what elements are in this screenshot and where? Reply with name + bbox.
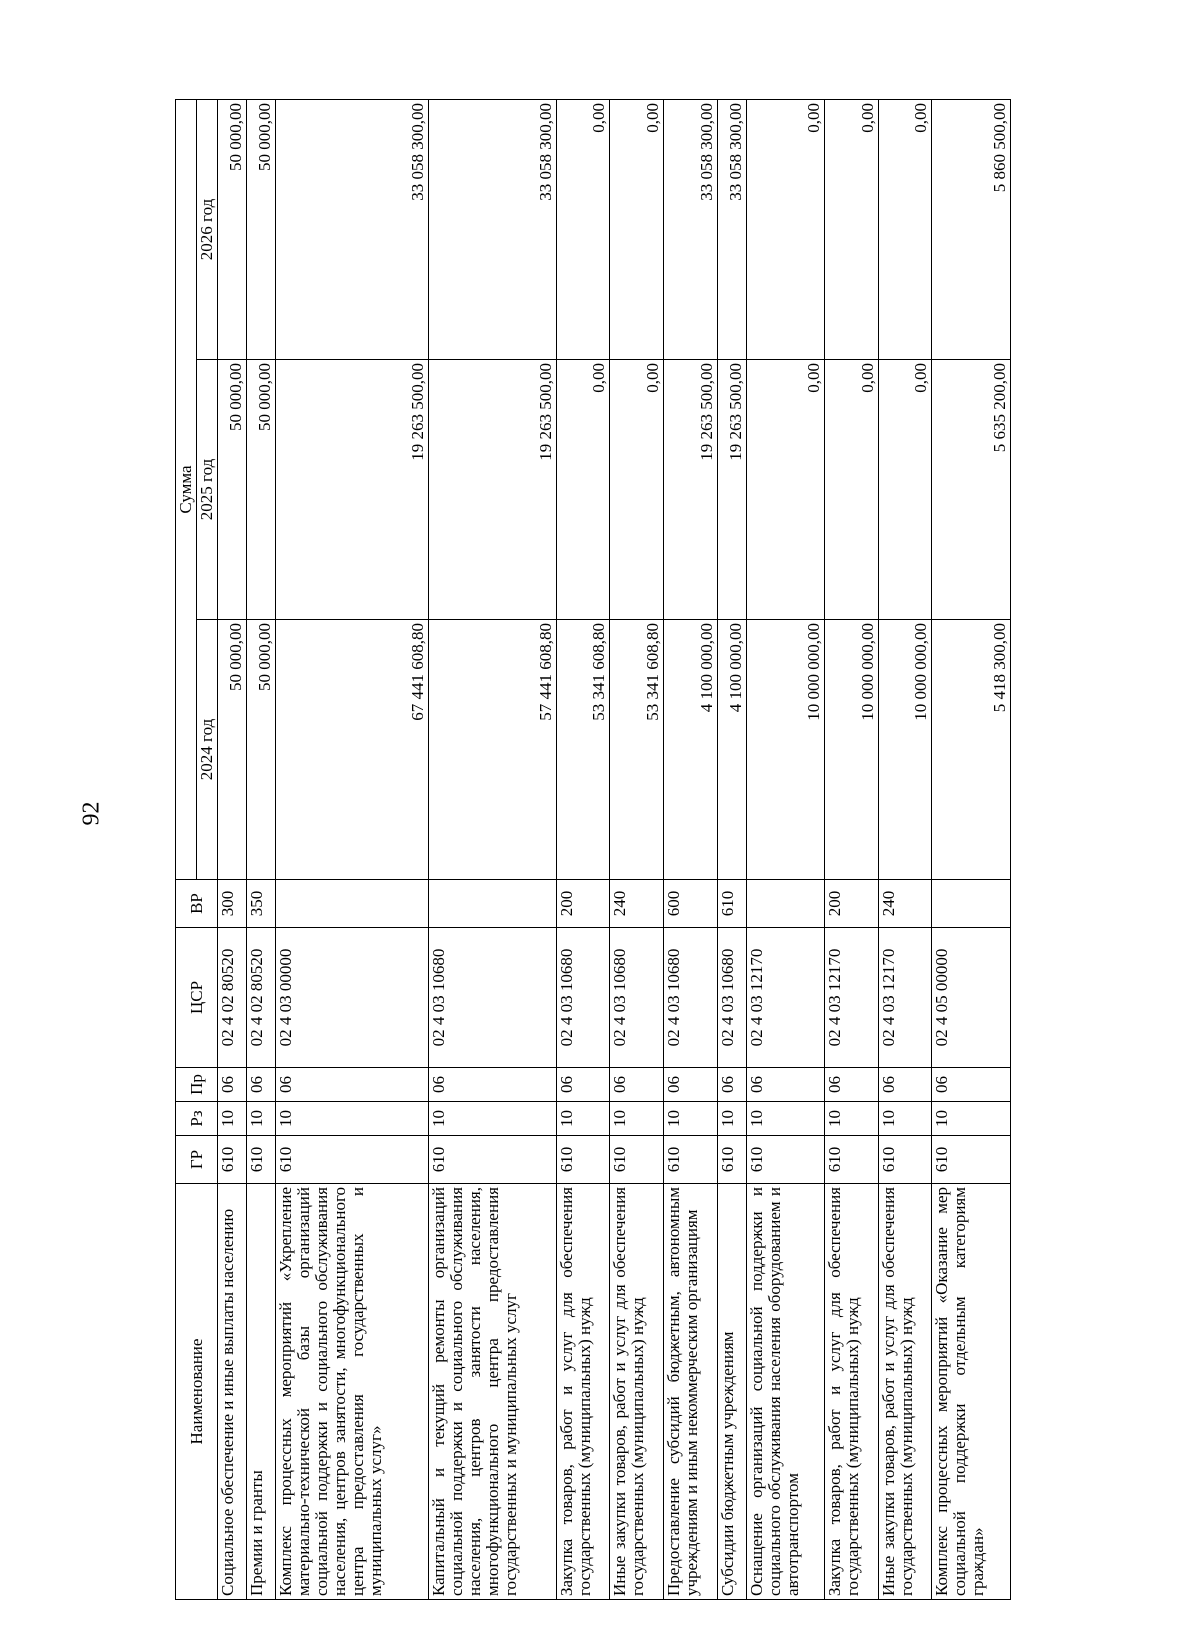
cell-2024: 5 418 300,00 [932, 620, 1011, 880]
header-vr: ВР [176, 880, 218, 928]
cell-2024: 53 341 608,80 [556, 620, 610, 880]
cell-csr: 02 4 03 10680 [610, 928, 664, 1068]
cell-2026: 33 058 300,00 [717, 99, 746, 359]
cell-name: Субсидии бюджетным учреждениям [717, 1184, 746, 1600]
cell-gr: 610 [878, 1136, 932, 1184]
cell-vr: 200 [825, 880, 879, 928]
cell-2025: 5 635 200,00 [932, 360, 1011, 620]
cell-csr: 02 4 05 00000 [932, 928, 1011, 1068]
table-row [932, 99, 1011, 1599]
cell-2026: 33 058 300,00 [428, 99, 556, 359]
cell-name: Социальное обеспечение и иные выплаты населению [218, 1184, 247, 1600]
header-rz: Рз [176, 1102, 218, 1136]
cell-2025: 0,00 [825, 360, 879, 620]
table-row [218, 99, 247, 1599]
cell-2025: 19 263 500,00 [428, 360, 556, 620]
cell-csr: 02 4 02 80520 [246, 928, 275, 1068]
cell-name: Премии и гранты [246, 1184, 275, 1600]
header-sum: Сумма [176, 99, 197, 879]
cell-2024: 53 341 608,80 [610, 620, 664, 880]
cell-2026: 0,00 [825, 99, 879, 359]
cell-gr: 610 [932, 1136, 1011, 1184]
header-2026: 2026 год [197, 99, 218, 359]
cell-csr: 02 4 03 10680 [428, 928, 556, 1068]
cell-gr: 610 [664, 1136, 718, 1184]
header-2024: 2024 год [197, 620, 218, 880]
cell-pr: 06 [275, 1068, 428, 1102]
cell-2025: 0,00 [878, 360, 932, 620]
cell-pr: 06 [246, 1068, 275, 1102]
cell-rz: 10 [878, 1102, 932, 1136]
table-body [218, 99, 1011, 1599]
cell-2026: 5 860 500,00 [932, 99, 1011, 359]
header-pr: Пр [176, 1068, 218, 1102]
cell-rz: 10 [610, 1102, 664, 1136]
cell-2024: 10 000 000,00 [825, 620, 879, 880]
cell-name: Комплекс процессных мероприятий «Укрепление материально-технической базы организаций социальной поддержки и социального обслуживания населения, центров занятости, многофункционального центра предоставления государственных и муниципальных услуг» [275, 1184, 428, 1600]
budget-table [175, 99, 1011, 1600]
cell-2026: 50 000,00 [218, 99, 247, 359]
cell-pr: 06 [664, 1068, 718, 1102]
cell-gr: 610 [428, 1136, 556, 1184]
header-csr: ЦСР [176, 928, 218, 1068]
cell-name: Капитальный и текущий ремонты организаций социальной поддержки и социального обслуживания населения, центров занятости населения, многофункционального центра предоставления государственных и муниципальных услуг [428, 1184, 556, 1600]
cell-pr: 06 [746, 1068, 824, 1102]
header-name: Наименование [176, 1184, 218, 1600]
cell-name: Оснащение организаций социальной поддержки и социального обслуживания населения оборудованием и автотранспортом [746, 1184, 824, 1600]
cell-2024: 67 441 608,80 [275, 620, 428, 880]
cell-2025: 19 263 500,00 [275, 360, 428, 620]
cell-pr: 06 [825, 1068, 879, 1102]
cell-pr: 06 [218, 1068, 247, 1102]
cell-2026: 0,00 [746, 99, 824, 359]
cell-2024: 4 100 000,00 [664, 620, 718, 880]
cell-2025: 0,00 [556, 360, 610, 620]
cell-2026: 0,00 [610, 99, 664, 359]
cell-vr: 240 [610, 880, 664, 928]
cell-2025: 0,00 [610, 360, 664, 620]
cell-gr: 610 [275, 1136, 428, 1184]
cell-rz: 10 [825, 1102, 879, 1136]
cell-csr: 02 4 03 10680 [717, 928, 746, 1068]
cell-rz: 10 [556, 1102, 610, 1136]
cell-2026: 33 058 300,00 [275, 99, 428, 359]
cell-gr: 610 [825, 1136, 879, 1184]
budget-table-container [175, 100, 1011, 1600]
cell-csr: 02 4 03 10680 [556, 928, 610, 1068]
cell-pr: 06 [717, 1068, 746, 1102]
cell-csr: 02 4 03 10680 [664, 928, 718, 1068]
cell-gr: 610 [556, 1136, 610, 1184]
cell-csr: 02 4 03 00000 [275, 928, 428, 1068]
cell-2024: 50 000,00 [218, 620, 247, 880]
header-row-1 [176, 99, 197, 1599]
table-row [428, 99, 556, 1599]
cell-rz: 10 [428, 1102, 556, 1136]
header-2025: 2025 год [197, 360, 218, 620]
table-row [717, 99, 746, 1599]
cell-2025: 19 263 500,00 [717, 360, 746, 620]
cell-csr: 02 4 03 12170 [878, 928, 932, 1068]
cell-name: Иные закупки товаров, работ и услуг для обеспечения государственных (муниципальных) нужд [878, 1184, 932, 1600]
cell-pr: 06 [556, 1068, 610, 1102]
cell-vr [746, 880, 824, 928]
cell-vr: 600 [664, 880, 718, 928]
cell-vr [932, 880, 1011, 928]
cell-csr: 02 4 02 80520 [218, 928, 247, 1068]
cell-vr [428, 880, 556, 928]
cell-rz: 10 [275, 1102, 428, 1136]
cell-2025: 19 263 500,00 [664, 360, 718, 620]
table-row [664, 99, 718, 1599]
cell-csr: 02 4 03 12170 [825, 928, 879, 1068]
cell-gr: 610 [218, 1136, 247, 1184]
cell-2026: 33 058 300,00 [664, 99, 718, 359]
cell-vr: 200 [556, 880, 610, 928]
cell-rz: 10 [746, 1102, 824, 1136]
table-row [746, 99, 824, 1599]
cell-vr: 610 [717, 880, 746, 928]
cell-vr [275, 880, 428, 928]
cell-vr: 240 [878, 880, 932, 928]
cell-2026: 50 000,00 [246, 99, 275, 359]
cell-2026: 0,00 [556, 99, 610, 359]
cell-pr: 06 [878, 1068, 932, 1102]
cell-gr: 610 [610, 1136, 664, 1184]
table-row [610, 99, 664, 1599]
header-gr: ГР [176, 1136, 218, 1184]
cell-pr: 06 [428, 1068, 556, 1102]
cell-2024: 57 441 608,80 [428, 620, 556, 880]
cell-vr: 350 [246, 880, 275, 928]
cell-name: Предоставление субсидий бюджетным, автономным учреждениям и иным некоммерческим организациям [664, 1184, 718, 1600]
cell-name: Закупка товаров, работ и услуг для обеспечения государственных (муниципальных) нужд [556, 1184, 610, 1600]
table-row [246, 99, 275, 1599]
cell-rz: 10 [218, 1102, 247, 1136]
cell-2024: 50 000,00 [246, 620, 275, 880]
cell-2026: 0,00 [878, 99, 932, 359]
cell-pr: 06 [610, 1068, 664, 1102]
cell-name: Комплекс процессных мероприятий «Оказание мер социальной поддержки отдельным категориям граждан» [932, 1184, 1011, 1600]
cell-rz: 10 [246, 1102, 275, 1136]
cell-vr: 300 [218, 880, 247, 928]
cell-name: Закупка товаров, работ и услуг для обеспечения государственных (муниципальных) нужд [825, 1184, 879, 1600]
cell-2025: 50 000,00 [246, 360, 275, 620]
cell-pr: 06 [932, 1068, 1011, 1102]
cell-gr: 610 [717, 1136, 746, 1184]
cell-gr: 610 [746, 1136, 824, 1184]
page-number: 92 [78, 801, 105, 826]
table-row [275, 99, 428, 1599]
table-row [878, 99, 932, 1599]
cell-2025: 50 000,00 [218, 360, 247, 620]
cell-csr: 02 4 03 12170 [746, 928, 824, 1068]
cell-2024: 10 000 000,00 [878, 620, 932, 880]
cell-rz: 10 [717, 1102, 746, 1136]
cell-2024: 10 000 000,00 [746, 620, 824, 880]
cell-2024: 4 100 000,00 [717, 620, 746, 880]
cell-rz: 10 [932, 1102, 1011, 1136]
cell-gr: 610 [246, 1136, 275, 1184]
cell-2025: 0,00 [746, 360, 824, 620]
cell-rz: 10 [664, 1102, 718, 1136]
table-row [825, 99, 879, 1599]
cell-name: Иные закупки товаров, работ и услуг для обеспечения государственных (муниципальных) нужд [610, 1184, 664, 1600]
table-row [556, 99, 610, 1599]
